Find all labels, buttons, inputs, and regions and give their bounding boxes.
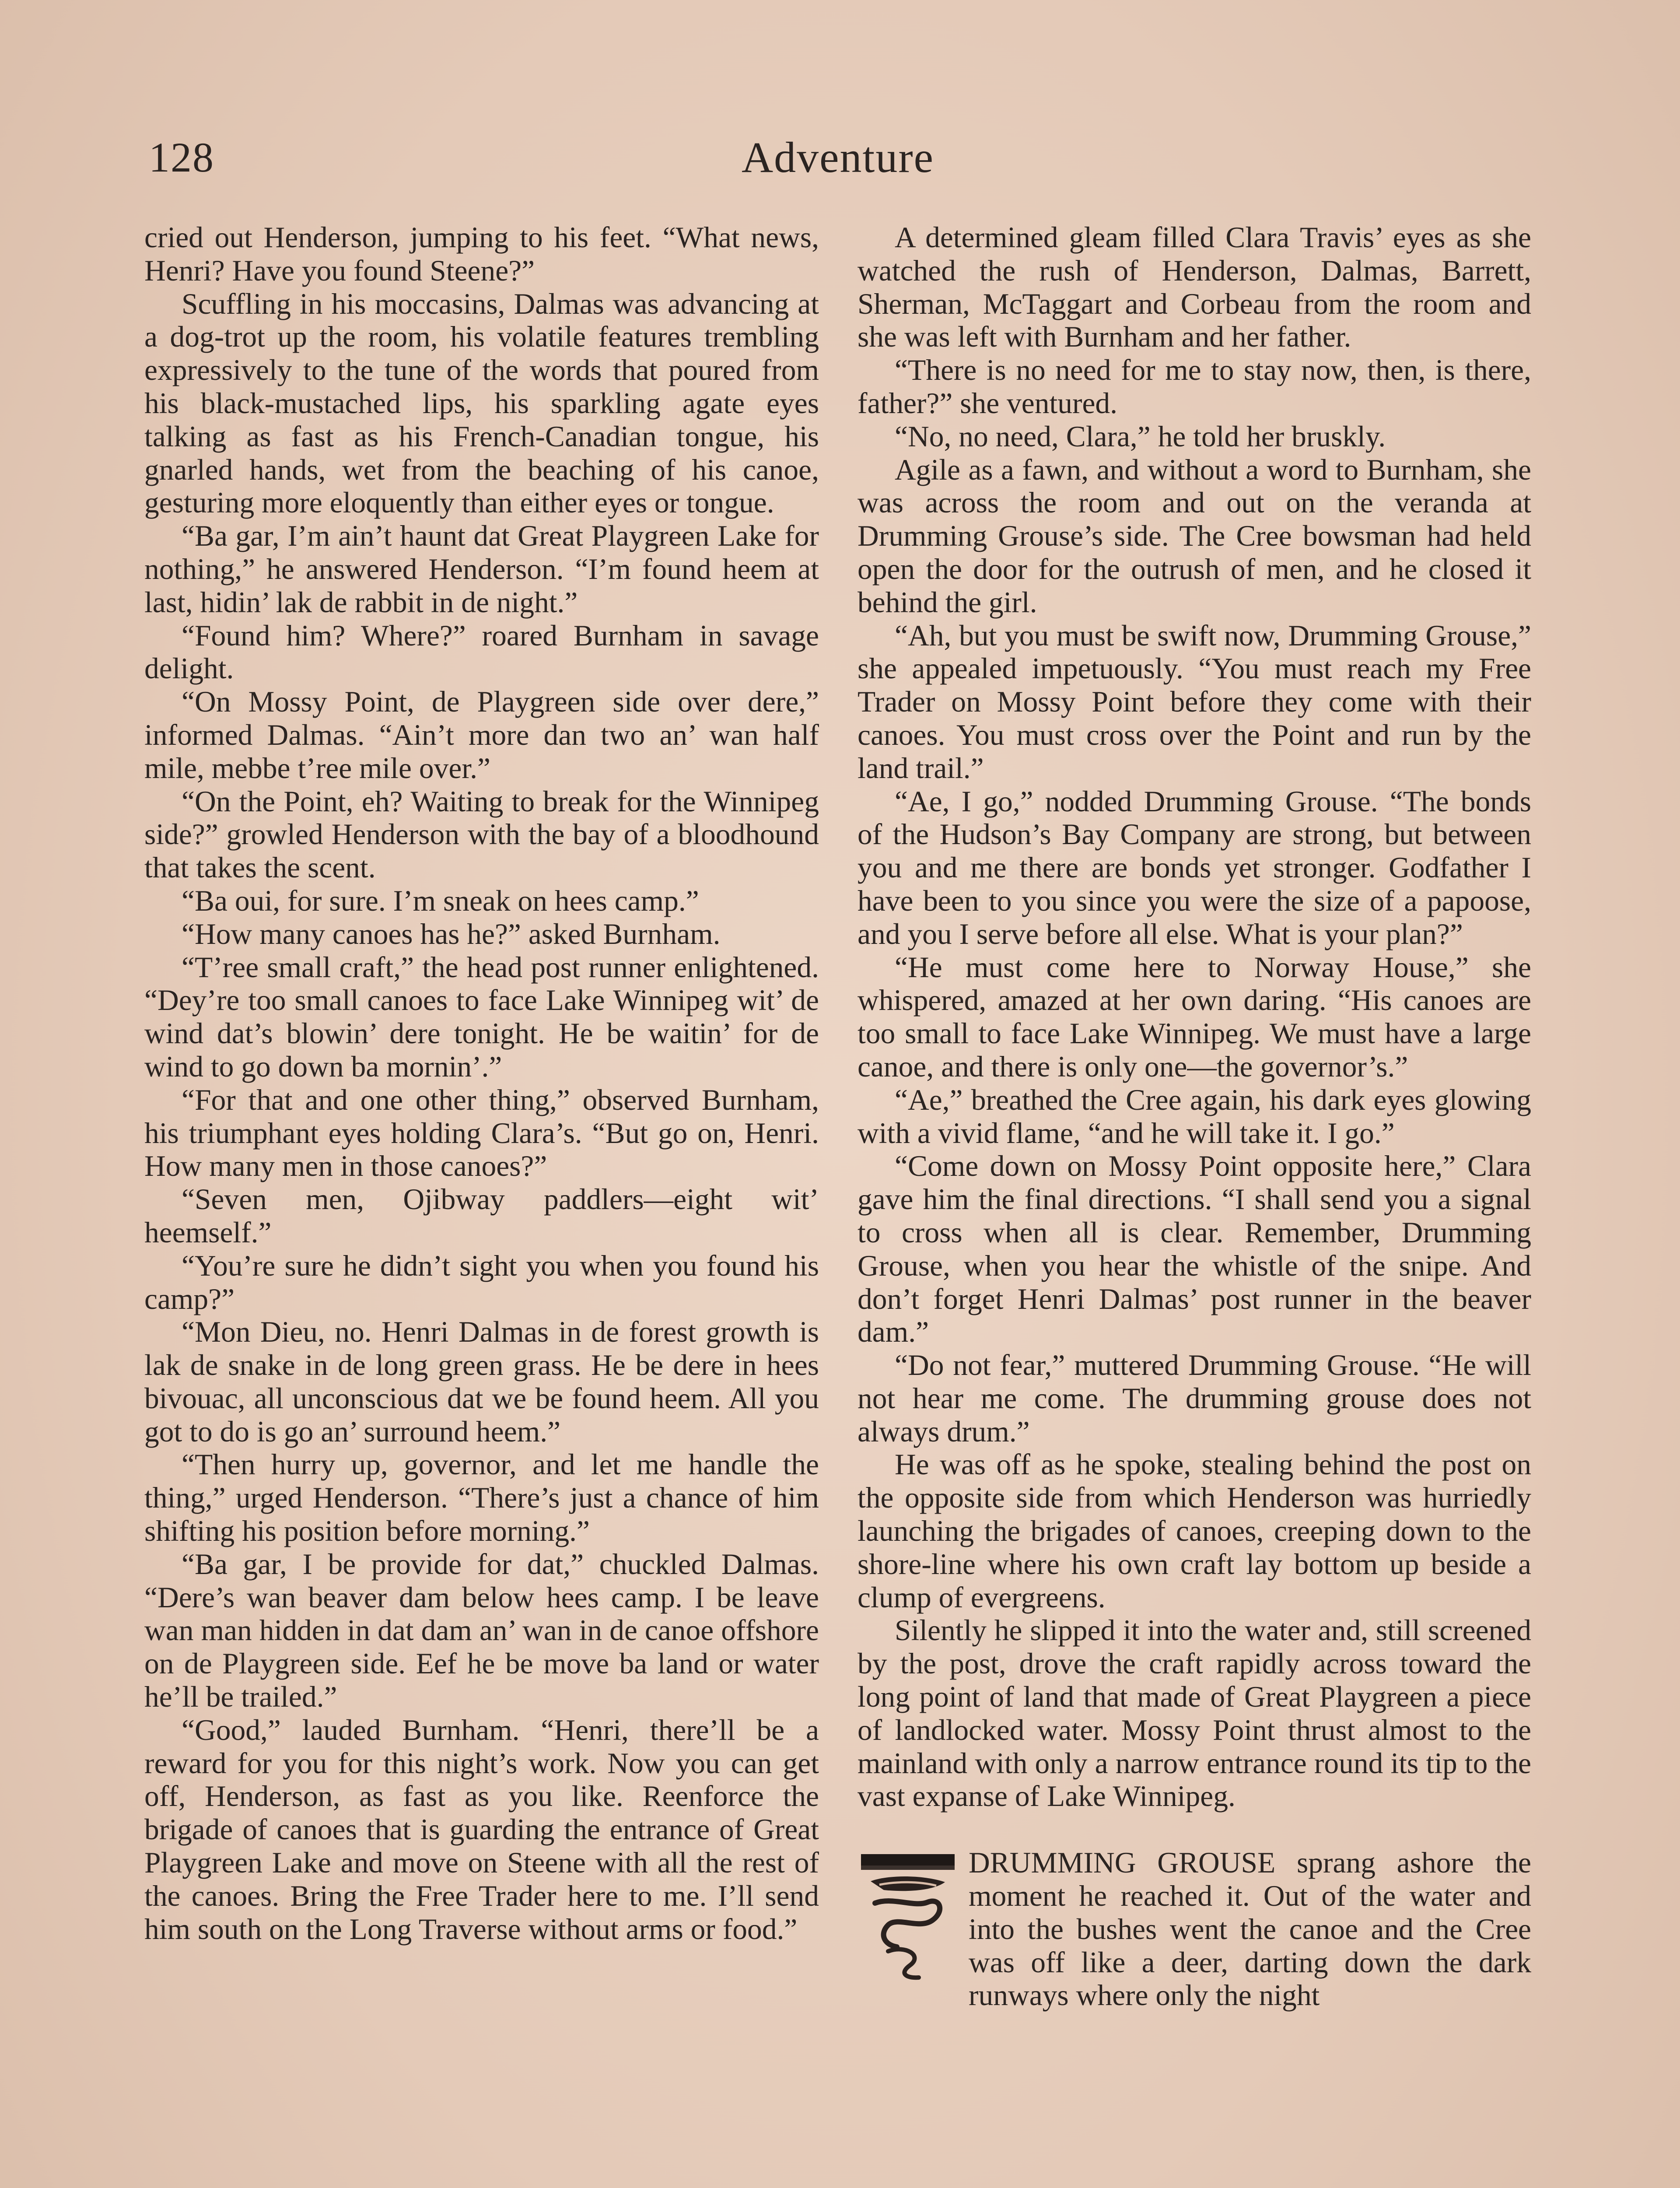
page-number: 128 [149,134,214,181]
right-column [858,221,1531,2012]
paragraph: “Good,” lauded Burnham. “Henri, there’ll be a reward for you for this night’s work. Now you can get off, Henderson, as fast as you like. Reenforce the brigade of canoes that is guarding the entrance of Great Playgreen Lake and move on Steene with all the rest of the canoes. Bring the Free Trader here to me. I’ll send him south on the Long Traverse without arms or food.” [144,1713,819,1946]
paragraph: A determined gleam filled Clara Travis’ eyes as she watched the rush of Henderson, Dalmas, Barrett, Sherman, McTaggart and Corbeau from the room and she was left with Burnham and her father. [858,221,1531,354]
paragraph: “T’ree small craft,” the head post runner enlightened. “Dey’re too small canoes to face Lake Winnipeg wit’ de wind dat’s blowin’ dere tonight. He be waitin’ for de wind to go down ba mornin’.” [144,950,819,1083]
paragraph: cried out Henderson, jumping to his feet. “What news, Henri? Have you found Steene?” [144,221,819,287]
paragraph: “Mon Dieu, no. Henri Dalmas in de forest growth is lak de snake in de long green grass. He be dere in hees bivouac, all unconscious dat we be found heem. All you got to do is go an’ surround heem.” [144,1315,819,1448]
paragraph: Silently he slipped it into the water and, still screened by the post, drove the craft rapidly across toward the long point of land that made of Great Playgreen a piece of landlocked water. Mossy Point thrust almost to the mainland with only a narrow entrance round its tip to the vast expanse of Lake Winnipeg. [858,1614,1531,1813]
paragraph: He was off as he spoke, stealing behind the post on the opposite side from which Henderson was hurriedly launching the brigades of canoes, creeping down to the shore-line where his own craft lay bottom up beside a clump of evergreens. [858,1448,1531,1614]
canoe-ornament-icon [858,1851,958,1984]
paragraph: Agile as a fawn, and without a word to Burnham, she was across the room and out on the veranda at Drumming Grouse’s side. The Cree bowsman had held open the door for the outrush of men, and he closed it behind the girl. [858,453,1531,619]
paragraph: “No, no need, Clara,” he told her bruskly. [895,420,1386,453]
magazine-title: Adventure [741,133,934,182]
paragraph: “Ah, but you must be swift now, Drumming Grouse,” she appealed impetuously. “You must reach my Free Trader on Mossy Point before they come with their canoes. You must cross over the Point and run by the land trail.” [858,619,1531,785]
paragraph: “Come down on Mossy Point opposite here,” Clara gave him the final directions. “I shall send you a signal to cross when all is clear. Remember, Drumming Grouse, when you hear the whistle of the snipe. And don’t forget Henri Dalmas’ post runner in the beaver dam.” [858,1150,1531,1349]
paragraph: “Ba gar, I be provide for dat,” chuckled Dalmas. “Dere’s wan beaver dam below hees camp. I be leave wan man hidden in dat dam an’ wan in de canoe offshore on de Playgreen side. Eef he be move ba land or water he’ll be trailed.” [144,1547,819,1714]
paragraph: “Do not fear,” muttered Drumming Grouse. “He will not hear me come. The drumming grouse does not always drum.” [858,1349,1531,1448]
section-lead: DRUMMING GROUSE [969,1846,1276,1879]
paragraph: “Found him? Where?” roared Burnham in savage delight. [144,619,819,685]
paragraph: “Then hurry up, governor, and let me handle the thing,” urged Henderson. “There’s just a chance of him shifting his position before morning.” [144,1448,819,1548]
paragraph: “On the Point, eh? Waiting to break for the Winnipeg side?” growled Henderson with the bay of a bloodhound that takes the scent. [144,785,819,884]
paragraph: “Ae,” breathed the Cree again, his dark eyes glowing with a vivid flame, “and he will take it. I go.” [858,1083,1531,1150]
left-column [144,221,819,1946]
paragraph: “On Mossy Point, de Playgreen side over dere,” informed Dalmas. “Ain’t more dan two an’ wan half mile, mebbe t’ree mile over.” [144,685,819,785]
section-text: sprang ashore the moment he reached it. Out of the water and into the bushes went the canoe and the Cree was off like a deer, darting down the dark runways where only the night [969,1846,1531,2012]
paragraph: “How many canoes has he?” asked Burnham. [182,917,721,950]
paragraph: “There is no need for me to stay now, then, is there, father?” she ventured. [858,354,1531,420]
page-header [149,127,1527,188]
paragraph: Scuffling in his moccasins, Dalmas was advancing at a dog-trot up the room, his volatile features trembling expressively to the tune of the words that poured from his black-mustached lips, his sparkling agate eyes talking as fast as his French-Canadian tongue, his gnarled hands, wet from the beaching of his canoe, gesturing more eloquently than either eyes or tongue. [144,287,819,519]
section-opening-paragraph [858,1846,1531,2012]
paragraph: “Ba gar, I’m ain’t haunt dat Great Playgreen Lake for nothing,” he answered Henderson. “I’m found heem at last, hidin’ lak de rabbit in de night.” [144,519,819,619]
paragraph: “For that and one other thing,” observed Burnham, his triumphant eyes holding Clara’s. “But go on, Henri. How many men in those canoes?” [144,1083,819,1183]
paragraph: “Ba oui, for sure. I’m sneak on hees camp.” [182,884,699,917]
paragraph: “Seven men, Ojibway paddlers—eight wit’ heemself.” [144,1183,819,1249]
section-break [858,1813,1531,1846]
paragraph: “Ae, I go,” nodded Drumming Grouse. “The bonds of the Hudson’s Bay Company are strong, but between you and me there are bonds yet stronger. Godfather I have been to you since you were the size of a papoose, and you I serve before all else. What is your plan?” [858,785,1531,950]
paragraph: “He must come here to Norway House,” she whispered, amazed at her own daring. “His canoes are too small to face Lake Winnipeg. We must have a large canoe, and there is only one—the governor’s.” [858,950,1531,1083]
paragraph: “You’re sure he didn’t sight you when you found his camp?” [144,1249,819,1315]
